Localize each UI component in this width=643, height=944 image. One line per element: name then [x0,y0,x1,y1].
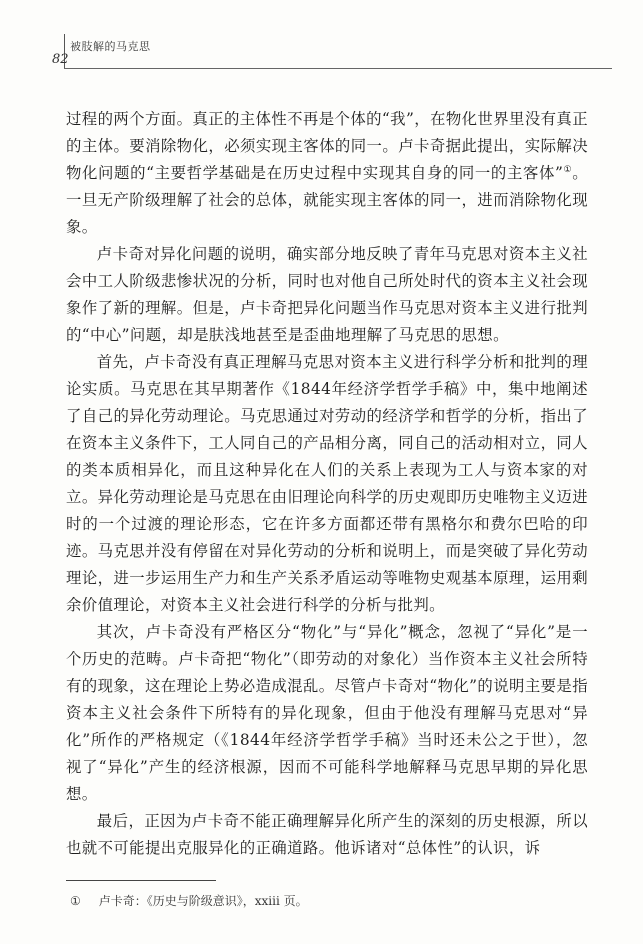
footnote [70,892,570,909]
footnote-text: 卢卡奇：《历史与阶级意识》，xxiii 页。 [98,894,308,908]
footnote-ref[interactable]: ① [563,164,573,175]
footnote-rule [66,880,216,881]
page-number: 82 [52,52,69,67]
paragraph-3: 首先，卢卡奇没有真正理解马克思对资本主义进行科学分析和批判的理论实质。马克思在其早期著作《1844年经济学哲学手稿》中，集中地阐述了自己的异化劳动理论。马克思通过对劳动的经济学和哲学的分析，指出了在资本主义条件下，工人同自己的产品相分离，同自己的活动相对立，同人的类本质相异化，而且这种异化在人们的关系上表现为工人与资本家的对立。异化劳动理论是马克思在由旧理论向科学的历史观即历史唯物主义迈进时的一个过渡的理论形态，它在许多方面都还带有黑格尔和费尔巴哈的印迹。马克思并没有停留在对异化劳动的分析和说明上，而是突破了异化劳动理论，进一步运用生产力和生产关系矛盾运动等唯物史观基本原理，运用剩余价值理论，对资本主义社会进行科学的分析与批判。 [66,353,588,614]
paragraph-4: 其次，卢卡奇没有严格区分“物化”与“异化”概念，忽视了“异化”是一个历史的范畴。卢卡奇把“物化”（即劳动的对象化）当作资本主义社会所特有的现象，这在理论上势必造成混乱。尽管卢卡奇对“物化”的说明主要是指资本主义社会条件下所特有的异化现象，但由于他没有理解马克思对“异化”所作的严格规定（《1844年经济学哲学手稿》当时还未公之于世），忽视了“异化”产生的经济根源，因而不可能科学地解释马克思早期的异化思想。 [66,623,588,803]
page-header [52,30,612,70]
paragraph-2: 卢卡奇对异化问题的说明，确实部分地反映了青年马克思对资本主义社会中工人阶级悲惨状况的分析，同时也对他自己所处时代的资本主义社会现象作了新的理解。但是，卢卡奇把异化问题当作马克思对资本主义进行批判的“中心”问题，却是肤浅地甚至是歪曲地理解了马克思的思想。 [66,245,588,344]
paragraph-5: 最后，正因为卢卡奇不能正确理解异化所产生的深刻的历史根源，所以也就不可能提出克服异化的正确道路。他诉诸对“总体性”的认识，诉 [66,812,588,857]
header-rule [64,68,612,69]
body-text [66,106,588,862]
running-title: 被肢解的马克思 [70,40,151,53]
paragraph-1: 过程的两个方面。真正的主体性不再是个体的“我”，在物化世界里没有真正的主体。要消除物化，必须实现主客体的同一。卢卡奇据此提出，实际解决物化问题的“主要哲学基础是在历史过程中实现其自身的同一的主客体”①。一旦无产阶级理解了社会的总体，就能实现主客体的同一，进而消除物化现象。 [66,110,588,236]
footnote-mark: ① [70,894,81,908]
